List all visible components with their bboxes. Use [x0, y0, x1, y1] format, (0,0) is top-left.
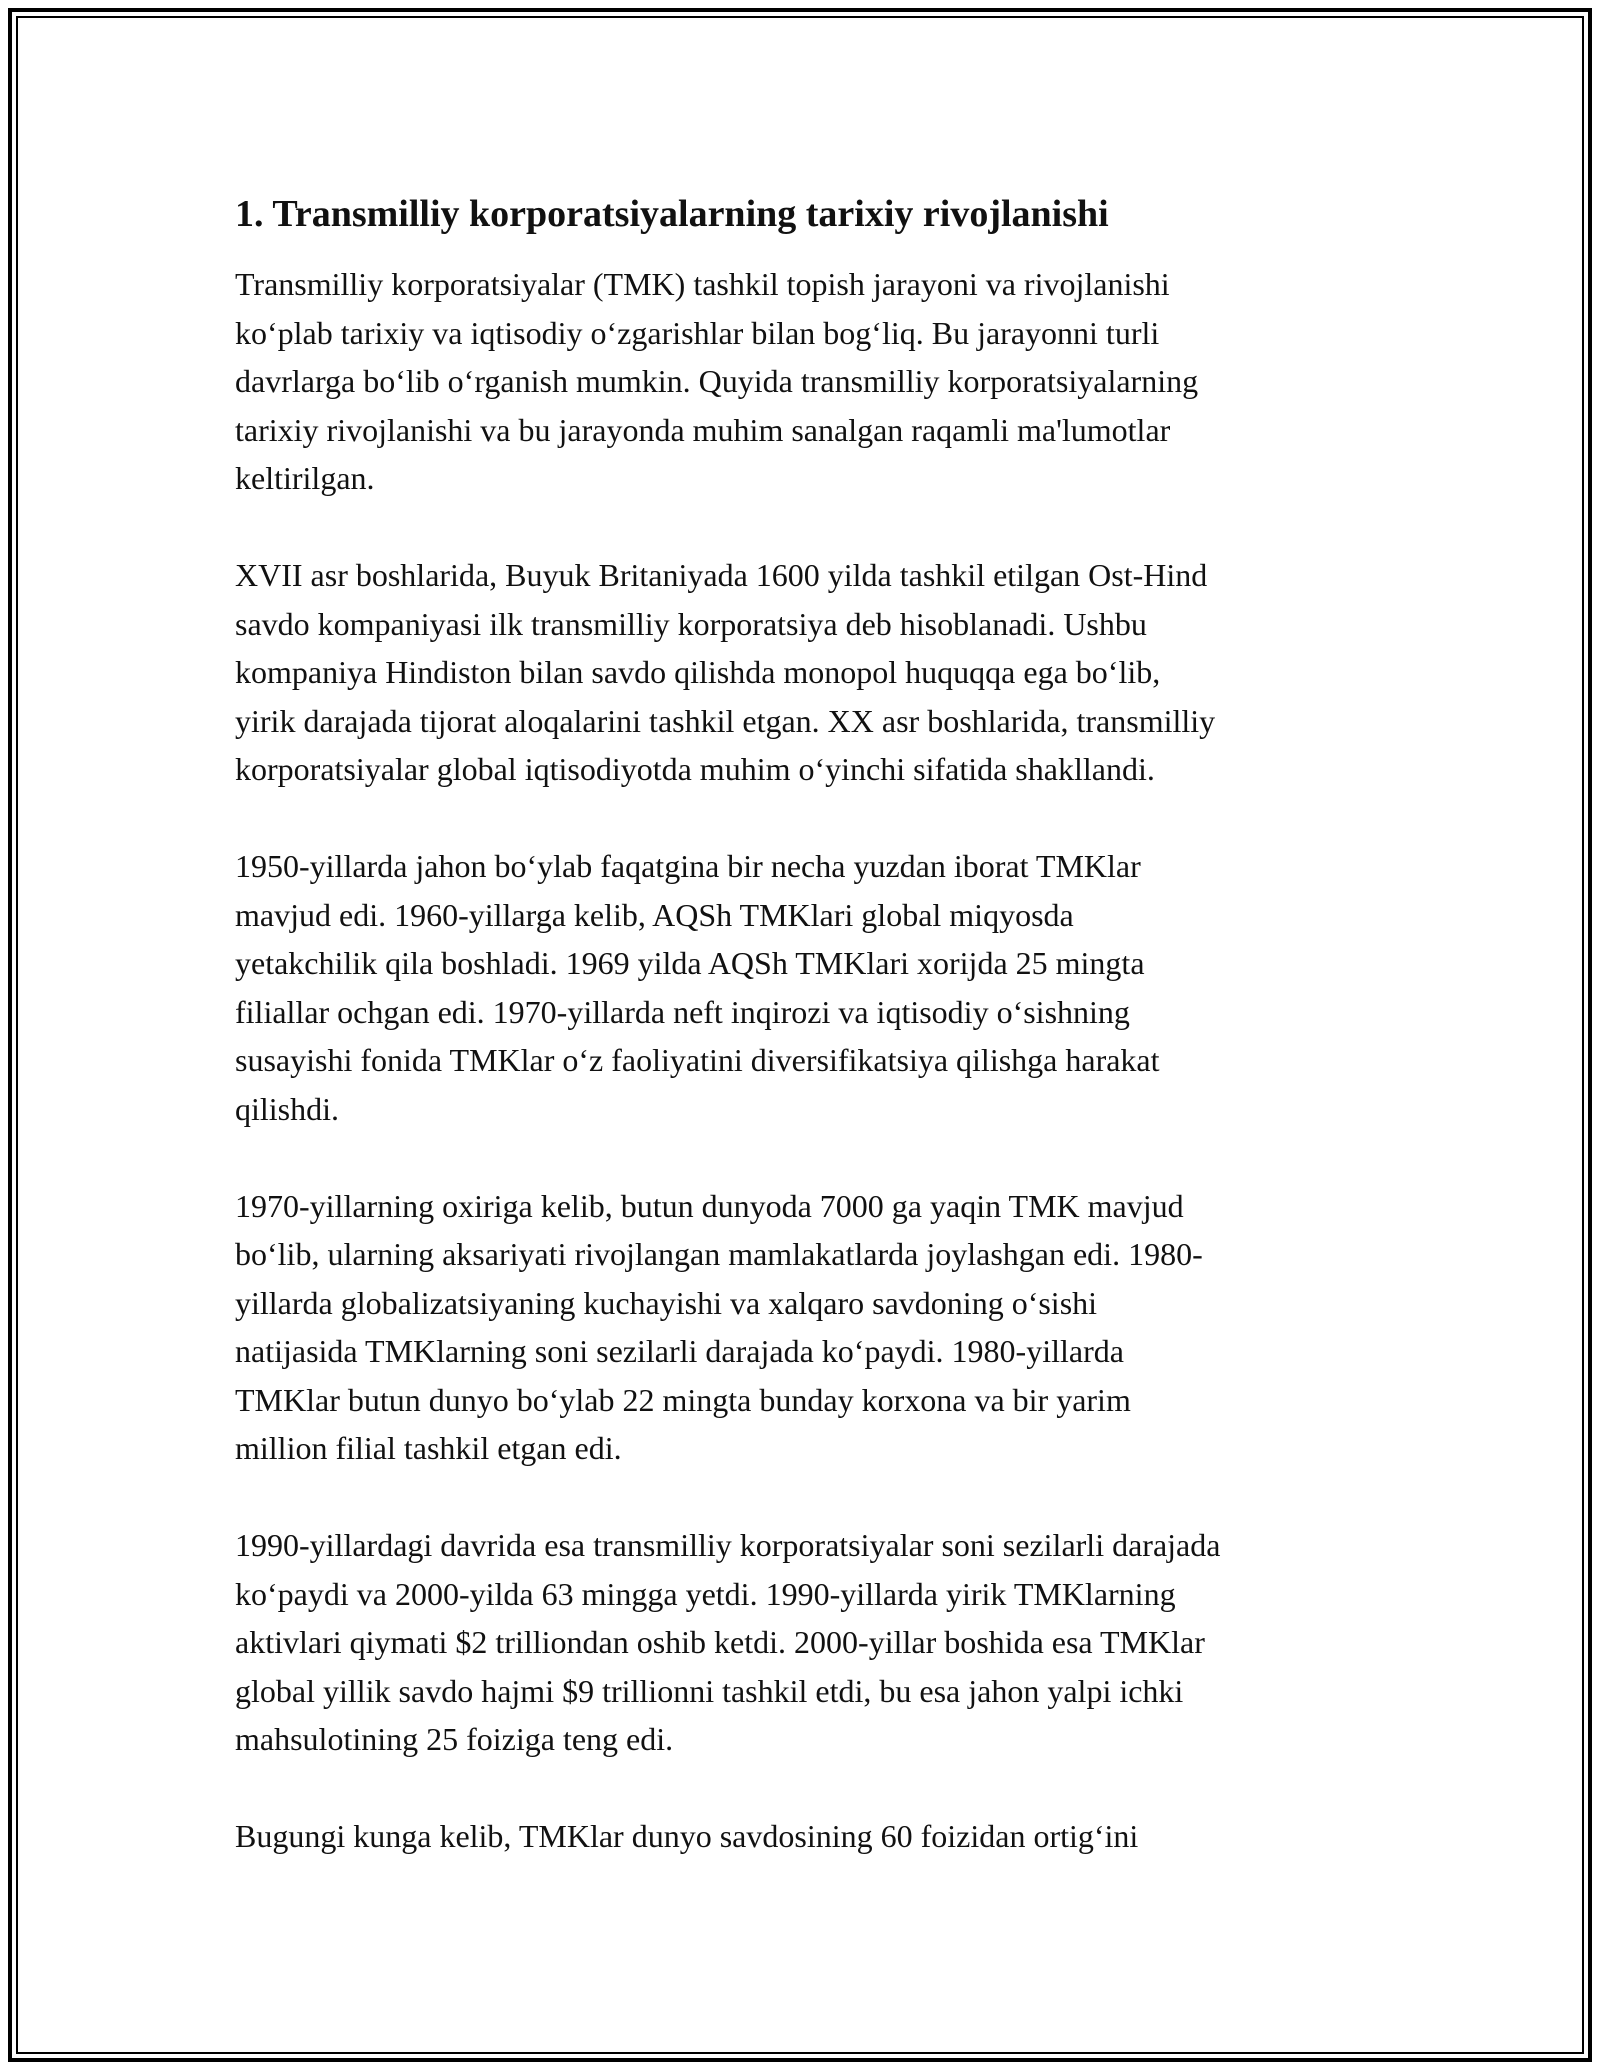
paragraph-1970s: 1970-yillarning oxiriga kelib, butun dunyoda 7000 ga yaqin TMK mavjud boʻlib, ularning aksariyati rivojlangan mamlakatlarda joylashgan edi. 1980- yillarda globalizatsiyaning kuchayishi va xalqaro savdoning oʻsishi natijasida TMKlarning soni sezilarli darajada koʻpaydi. 1980-yillarda TMKlar butun dunyo boʻylab 22 mingta bunday korxona va bir yarim million filial tashkil etgan edi.	[235, 1187, 1203, 1466]
document-body	[235, 188, 1375, 1861]
paragraph-intro: Transmilliy korporatsiyalar (TMK) tashkil topish jarayoni va rivojlanishi koʻplab tarixiy va iqtisodiy oʻzgarishlar bilan bogʻliq. Bu jarayonni turli davrlarga boʻlib oʻrganish mumkin. Quyida transmilliy korporatsiyalarning tarixiy rivojlanishi va bu jarayonda muhim sanalgan raqamli ma'lumotlar keltirilgan.	[235, 266, 1199, 496]
paragraph-1990s: 1990-yillardagi davrida esa transmilliy korporatsiyalar soni sezilarli darajada koʻpaydi va 2000-yilda 63 mingga yetdi. 1990-yillarda yirik TMKlarning aktivlari qiymati $2 trilliondan oshib ketdi. 2000-yillar boshida esa TMKlar global yillik savdo hajmi $9 trillionni tashkil etdi, bu esa jahon yalpi ichki mahsulotining 25 foiziga teng edi.	[235, 1527, 1221, 1757]
paragraph-17th-century: XVII asr boshlarida, Buyuk Britaniyada 1600 yilda tashkil etilgan Ost-Hind savdo kompaniyasi ilk transmilliy korporatsiya deb hisoblanadi. Ushbu kompaniya Hindiston bilan savdo qilishda monopol huquqqa ega boʻlib, yirik darajada tijorat aloqalarini tashkil etgan. XX asr boshlarida, transmilliy korporatsiyalar global iqtisodiyotda muhim oʻyinchi sifatida shakllandi.	[235, 557, 1216, 787]
paragraph-today: Bugungi kunga kelib, TMKlar dunyo savdosining 60 foizidan ortigʻini	[235, 1818, 1139, 1854]
paragraph-1950s: 1950-yillarda jahon boʻylab faqatgina bir necha yuzdan iborat TMKlar mavjud edi. 1960-yillarga kelib, AQSh TMKlari global miqyosda yetakchilik qila boshladi. 1969 yilda AQSh TMKlari xorijda 25 mingta filiallar ochgan edi. 1970-yillarda neft inqirozi va iqtisodiy oʻsishning susayishi fonida TMKlar oʻz faoliyatini diversifikatsiya qilishga harakat qilishdi.	[235, 848, 1160, 1127]
section-heading: 1. Transmilliy korporatsiyalarning tarixiy rivojlanishi	[235, 193, 1109, 235]
